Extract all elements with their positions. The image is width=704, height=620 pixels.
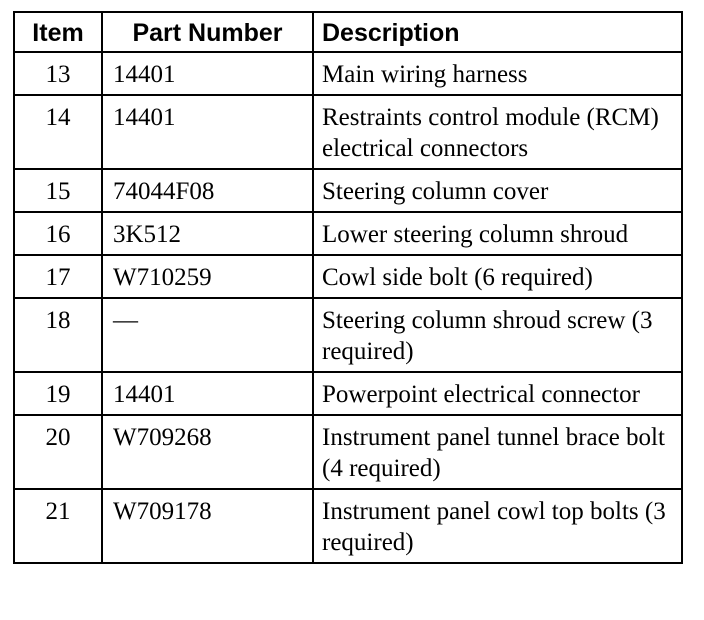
part-number: W710259 xyxy=(102,255,313,298)
header-row xyxy=(14,12,682,52)
description: Instrument panel cowl top bolts (3 required) xyxy=(313,489,682,563)
table-row xyxy=(14,169,682,212)
table-row xyxy=(14,415,682,489)
header-description: Description xyxy=(313,12,682,52)
table-row xyxy=(14,372,682,415)
description: Cowl side bolt (6 required) xyxy=(313,255,682,298)
header-item: Item xyxy=(14,12,102,52)
item-number: 14 xyxy=(14,95,102,169)
table-row xyxy=(14,489,682,563)
table-row xyxy=(14,212,682,255)
item-number: 19 xyxy=(14,372,102,415)
item-number: 15 xyxy=(14,169,102,212)
description: Restraints control module (RCM) electrical connectors xyxy=(313,95,682,169)
table-row xyxy=(14,255,682,298)
item-number: 13 xyxy=(14,52,102,95)
part-number: — xyxy=(102,298,313,372)
description: Steering column shroud screw (3 required) xyxy=(313,298,682,372)
table-row xyxy=(14,298,682,372)
item-number: 17 xyxy=(14,255,102,298)
header-part-number: Part Number xyxy=(102,12,313,52)
description: Main wiring harness xyxy=(313,52,682,95)
description: Lower steering column shroud xyxy=(313,212,682,255)
part-number: 3K512 xyxy=(102,212,313,255)
item-number: 21 xyxy=(14,489,102,563)
parts-table xyxy=(13,11,683,564)
description: Steering column cover xyxy=(313,169,682,212)
table-row xyxy=(14,52,682,95)
item-number: 16 xyxy=(14,212,102,255)
part-number: 14401 xyxy=(102,52,313,95)
item-number: 20 xyxy=(14,415,102,489)
part-number: W709178 xyxy=(102,489,313,563)
description: Powerpoint electrical connector xyxy=(313,372,682,415)
table-row xyxy=(14,95,682,169)
part-number: 74044F08 xyxy=(102,169,313,212)
part-number: W709268 xyxy=(102,415,313,489)
item-number: 18 xyxy=(14,298,102,372)
part-number: 14401 xyxy=(102,95,313,169)
part-number: 14401 xyxy=(102,372,313,415)
description: Instrument panel tunnel brace bolt (4 required) xyxy=(313,415,682,489)
